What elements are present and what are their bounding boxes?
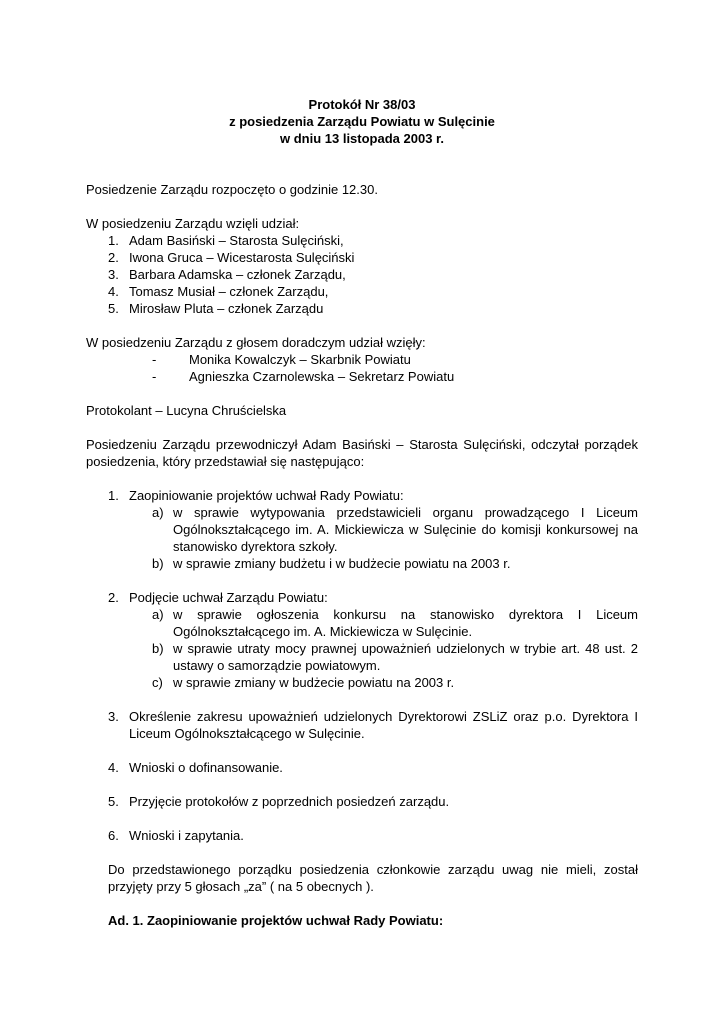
agenda-item-2: 2. Podjęcie uchwał Zarządu Powiatu: (108, 590, 328, 605)
agenda-subitem: c) w sprawie zmiany w budżecie powiatu na 2003 r. (152, 675, 455, 690)
agenda-item-3: 3. Określenie zakresu upoważnień udzielonych Dyrektorowi ZSLiZ oraz p.o. Dyrektora I Liceum Ogólnokształcącego w Sulęcinie. (108, 709, 638, 741)
document-title (86, 96, 638, 147)
agenda-item-4: 4. Wnioski o dofinansowanie. (108, 760, 283, 775)
title-line-1: Protokół Nr 38/03 (308, 97, 416, 112)
participant-item: 5. Mirosław Pluta – członek Zarządu (108, 301, 324, 316)
title-line-3: w dniu 13 listopada 2003 r. (279, 131, 444, 146)
agenda-list (86, 487, 638, 844)
advisors-list (86, 351, 638, 385)
advisors-intro: W posiedzeniu Zarządu z głosem doradczym udział wzięły: (86, 335, 426, 350)
section-heading: Ad. 1. Zaopiniowanie projektów uchwał Rady Powiatu: (108, 913, 444, 928)
acceptance-statement: Do przedstawionego porządku posiedzenia członkowie zarządu uwag nie mieli, został przyjęty przy 5 głosach „za” ( na 5 obecnych ). (108, 862, 638, 894)
agenda-subitem: a) w sprawie ogłoszenia konkursu na stanowisko dyrektora I Liceum Ogólnokształcącego im. A. Mickiewicza w Sulęcinie. (152, 607, 638, 639)
agenda-item-6: 6. Wnioski i zapytania. (108, 828, 244, 843)
agenda-item-5: 5. Przyjęcie protokołów z poprzednich posiedzeń zarządu. (108, 794, 450, 809)
participants-intro: W posiedzeniu Zarządu wzięli udział: (86, 216, 300, 231)
advisor-item: - Agnieszka Czarnolewska – Sekretarz Powiatu (152, 369, 455, 384)
document-page (86, 96, 638, 929)
agenda-subitem: a) w sprawie wytypowania przedstawicieli organu prowadzącego I Liceum Ogólnokształcącego im. A. Mickiewicza w Sulęcinie do komisji konkursowej na stanowisko dyrektora szkoły. (152, 505, 638, 554)
agenda-subitem: b) w sprawie utraty mocy prawnej upoważnień udzielonych w trybie art. 48 ust. 2 ustawy o samorządzie powiatowym. (152, 641, 638, 673)
opening-statement: Posiedzenie Zarządu rozpoczęto o godzinie 12.30. (86, 182, 378, 197)
participant-item: 2. Iwona Gruca – Wicestarosta Sulęciński (108, 250, 355, 265)
participant-item: 1. Adam Basiński – Starosta Sulęciński, (108, 233, 344, 248)
agenda-item-1: 1. Zaopiniowanie projektów uchwał Rady Powiatu: (108, 488, 404, 503)
title-line-2: z posiedzenia Zarządu Powiatu w Sulęcinie (229, 114, 495, 129)
participant-item: 3. Barbara Adamska – członek Zarządu, (108, 267, 346, 282)
chair-statement: Posiedzeniu Zarządu przewodniczył Adam Basiński – Starosta Sulęciński, odczytał porządek posiedzenia, który przedstawiał się następująco: (86, 437, 638, 469)
participant-item: 4. Tomasz Musiał – członek Zarządu, (108, 284, 329, 299)
agenda-subitem: b) w sprawie zmiany budżetu i w budżecie powiatu na 2003 r. (152, 556, 511, 571)
participants-list (86, 232, 638, 317)
advisor-item: - Monika Kowalczyk – Skarbnik Powiatu (152, 352, 411, 367)
recorder-line: Protokolant – Lucyna Chruścielska (86, 403, 287, 418)
